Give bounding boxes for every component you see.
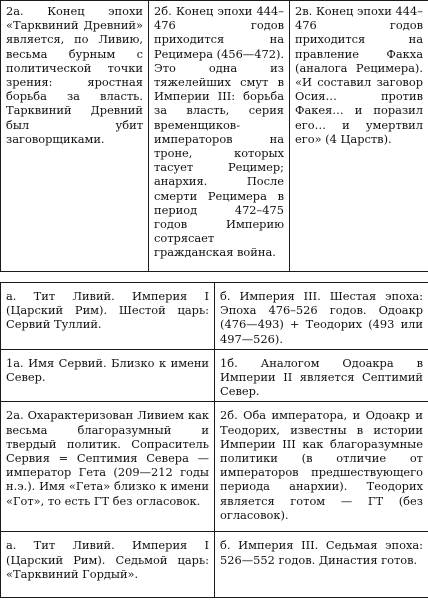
- table-row: [1, 1, 428, 272]
- cell-livy-seventh-king: а. Тит Ливий. Империя I (Царский Рим). Седьмой царь: «Тарквиний Гордый».: [1, 532, 215, 598]
- cell-1b-odoacer-analog: 1б. Аналогом Одоакра в Империи II является Септимий Север.: [215, 349, 428, 402]
- cell-2a-servius-politics: 2а. Охарактеризован Ливием как весьма благоразумный и твердый политик. Сопраситель Сервия = Септимия Севера — император Гета (209—212 годы н.э.). Имя «Гета» близко к имени «Гот», то есть ГТ без огласовок.: [1, 402, 215, 532]
- cell-2a-tarquinius-end: 2а. Конец эпохи «Тарквиний Древний» является, по Ливию, весьма бурным с политической точки зрения: яростная борьба за власть. Тарквиний Древний был убит заговорщиками.: [1, 1, 149, 272]
- cell-livy-sixth-king: а. Тит Ливий. Империя I (Царский Рим). Шестой царь: Сервий Туллий.: [1, 283, 215, 350]
- cell-empire3-sixth-epoch: б. Империя III. Шестая эпоха: Эпоха 476–526 годов. Одоакр (476—493) + Теодорих (493 или 497—526).: [215, 283, 428, 350]
- comparison-table-top: [0, 0, 428, 272]
- table-row: [1, 402, 428, 532]
- table-row: [1, 532, 428, 598]
- cell-empire3-seventh-epoch: б. Империя III. Седьмая эпоха: 526—552 годов. Династия готов.: [215, 532, 428, 598]
- cell-2v-pekah: 2в. Конец эпохи 444–476 годов приходится на правление Факха (аналога Рецимера). «И составил заговор Осия… против Факея… и поразил его… и умертвил его» (4 Царств).: [290, 1, 428, 272]
- cell-2b-ricimer: 2б. Конец эпохи 444–476 годов приходится на Рецимера (456—472). Это одна из тяжелейших смут в Империи III: борьба за власть, серия временщиков-императоров на троне, которых тасует Рецимер; анархия. После смерти Рецимера в период 472–475 годов Империю сотрясает гражданская война.: [149, 1, 290, 272]
- cell-1a-servius: 1а. Имя Сервий. Близко к имени Север.: [1, 349, 215, 402]
- cell-2b-odoacer-theodoric: 2б. Оба императора, и Одоакр и Теодорих, известны в истории Империи III как благоразумные политики (в отличие от императоров предшествующего периода анархии). Теодорих является готом — ГТ (без огласовок).: [215, 402, 428, 532]
- table-row: [1, 283, 428, 350]
- table-row: [1, 349, 428, 402]
- comparison-table-bottom: [0, 282, 428, 598]
